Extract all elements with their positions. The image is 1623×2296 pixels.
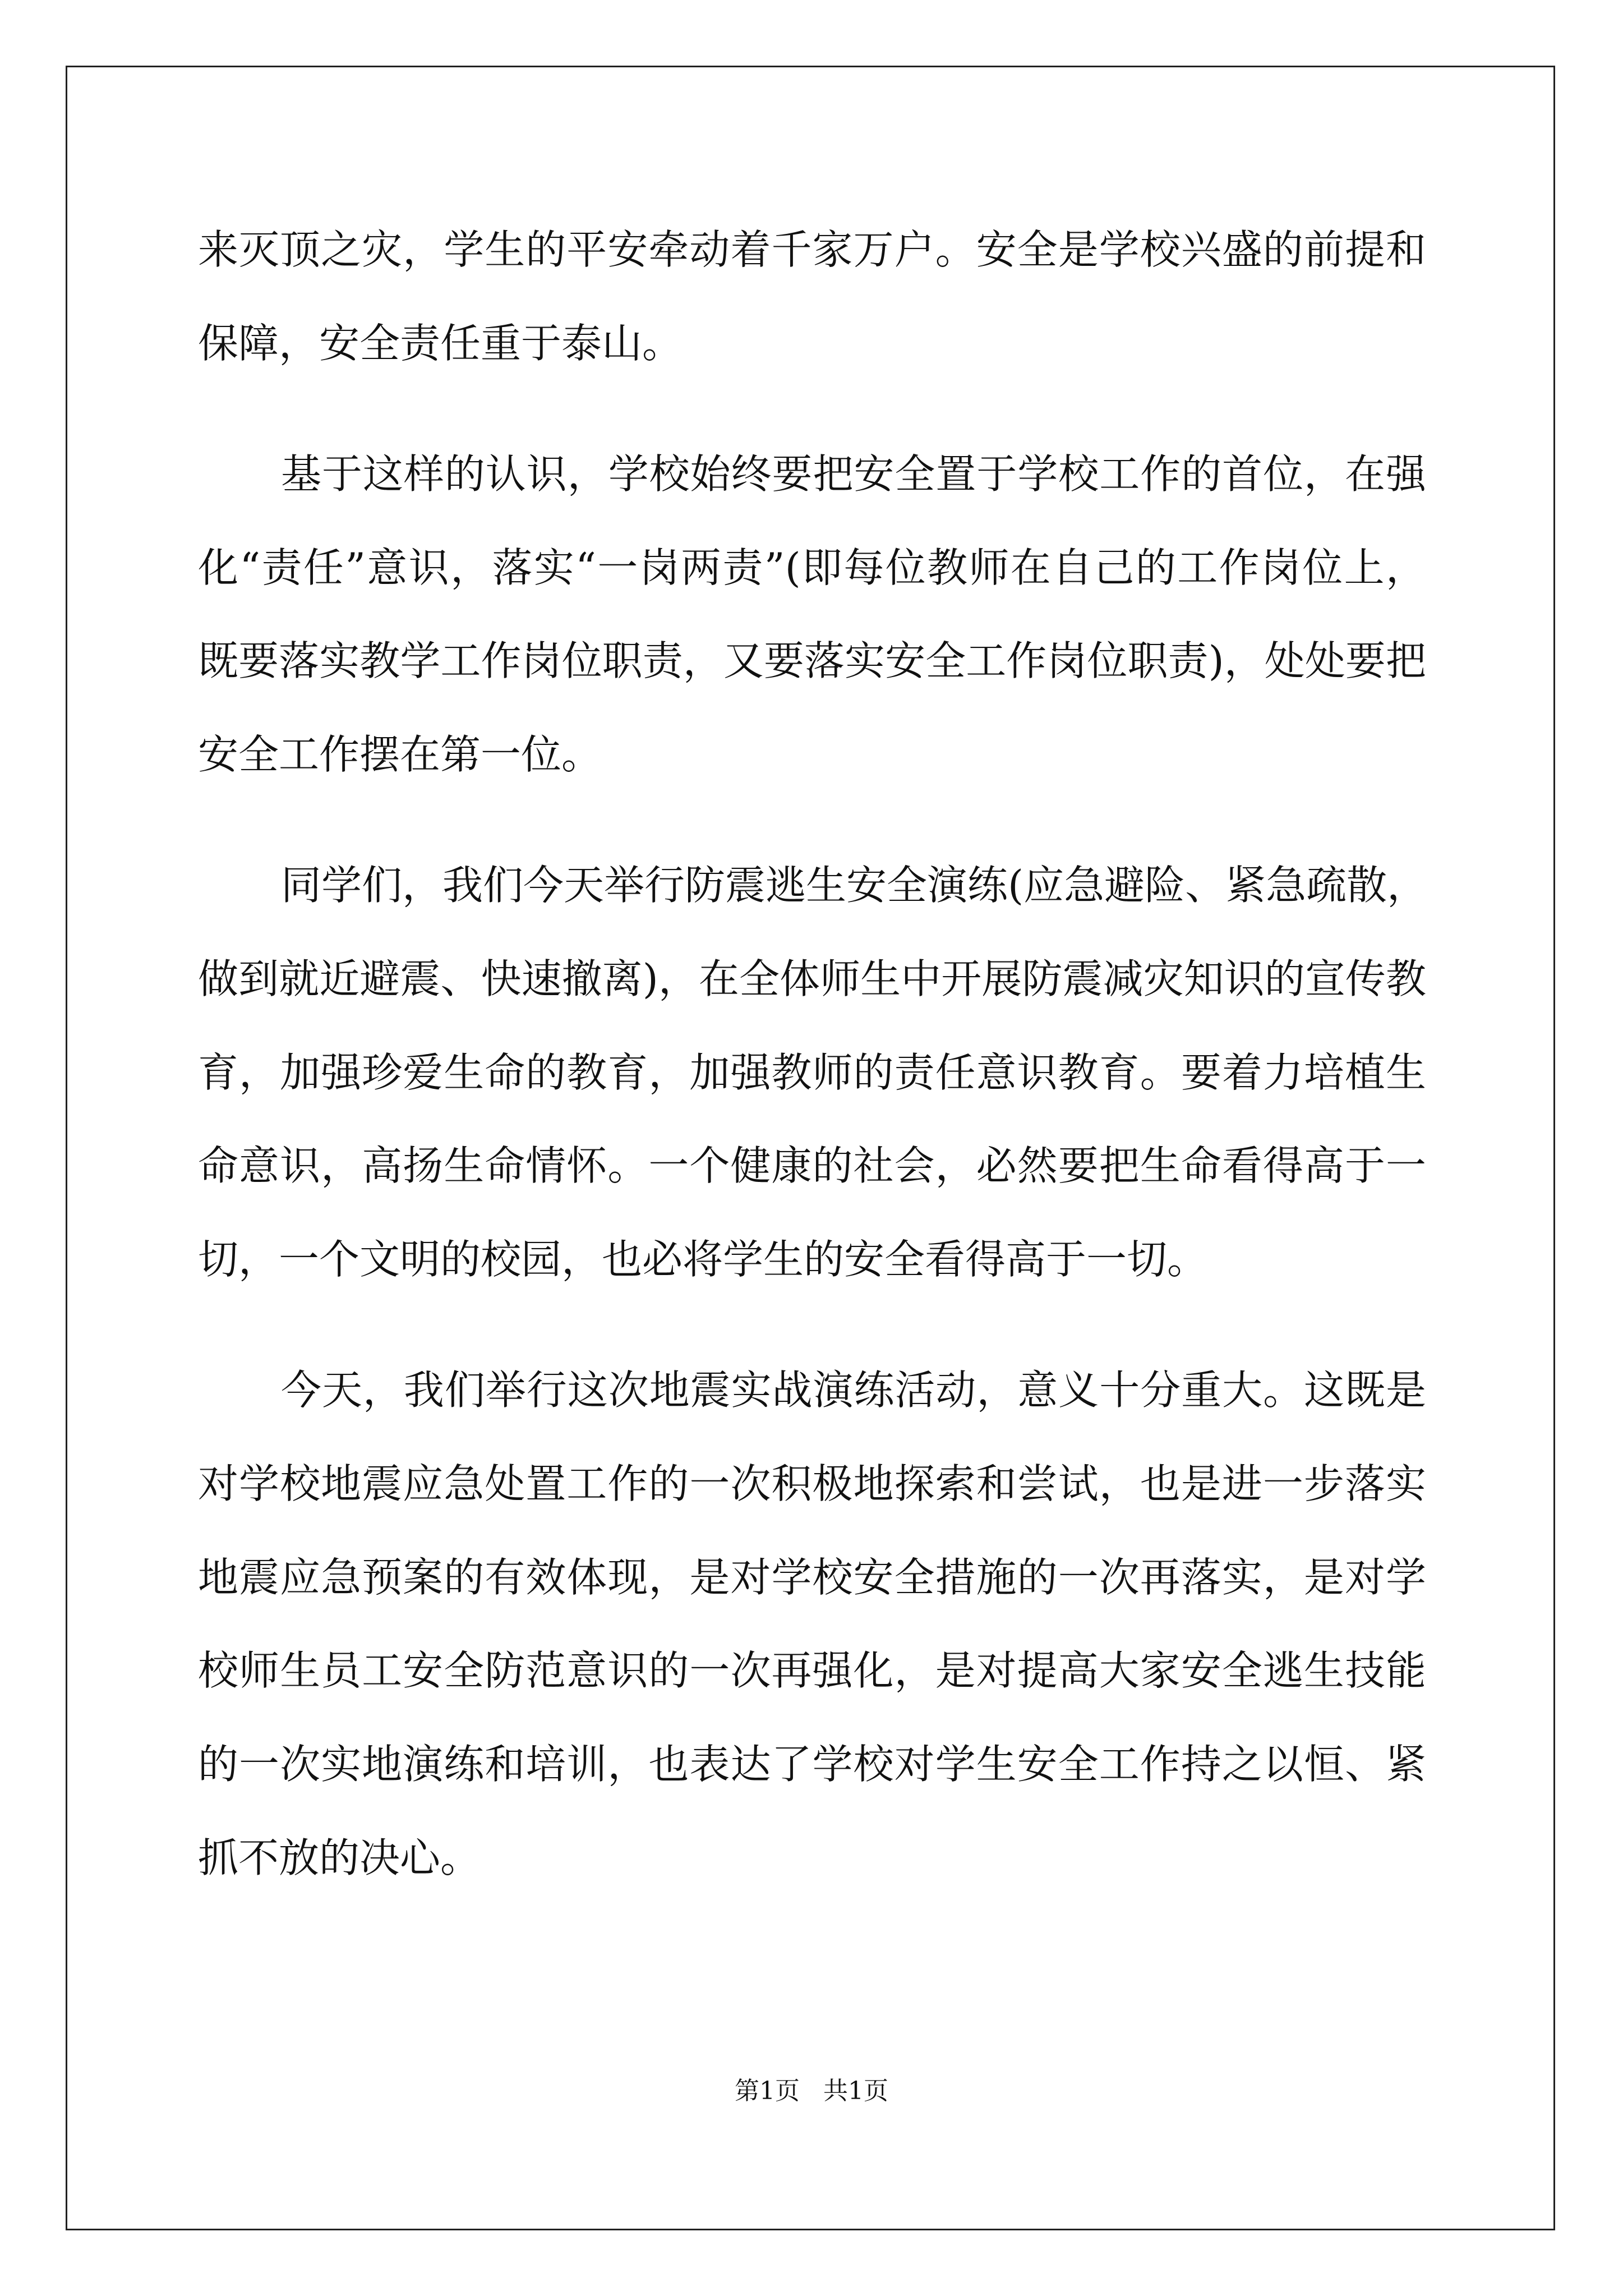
text-line: 既要落实教学工作岗位职责，又要落实安全工作岗位职责)，处处要把	[198, 637, 1426, 684]
text-line: 保障，安全责任重于泰山。	[198, 320, 683, 367]
text-line: 抓不放的决心。	[198, 1834, 481, 1881]
text-line: 育，加强珍爱生命的教育，加强教师的责任意识教育。要着力培植生	[198, 1049, 1426, 1096]
text-line: 地震应急预案的有效体现，是对学校安全措施的一次再落实，是对学	[198, 1554, 1426, 1601]
text-line: 安全工作摆在第一位。	[198, 731, 602, 778]
text-line: 来灭顶之灾，学生的平安牵动着千家万户。安全是学校兴盛的前提和	[198, 226, 1426, 273]
text-line: 切，一个文明的校园，也必将学生的安全看得高于一切。	[198, 1236, 1208, 1283]
text-line: 对学校地震应急处置工作的一次积极地探索和尝试，也是进一步落实	[198, 1460, 1426, 1507]
page-number: 第1页 共1页	[735, 2077, 888, 2105]
text-line: 基于这样的认识，学校始终要把安全置于学校工作的首位，在强	[281, 450, 1426, 498]
text-line: 命意识，高扬生命情怀。一个健康的社会，必然要把生命看得高于一	[198, 1142, 1426, 1189]
text-line: 今天，我们举行这次地震实战演练活动，意义十分重大。这既是	[281, 1366, 1426, 1414]
text-line: 同学们，我们今天举行防震逃生安全演练(应急避险、紧急疏散，	[281, 862, 1428, 909]
text-line: 化“责任”意识，落实“一岗两责”(即每位教师在自己的工作岗位上，	[198, 544, 1426, 591]
text-line: 的一次实地演练和培训，也表达了学校对学生安全工作持之以恒、紧	[198, 1741, 1426, 1788]
text-line: 做到就近避震、快速撤离)，在全体师生中开展防震减灾知识的宣传教	[198, 955, 1426, 1002]
text-line: 校师生员工安全防范意识的一次再强化，是对提高大家安全逃生技能	[198, 1647, 1426, 1694]
